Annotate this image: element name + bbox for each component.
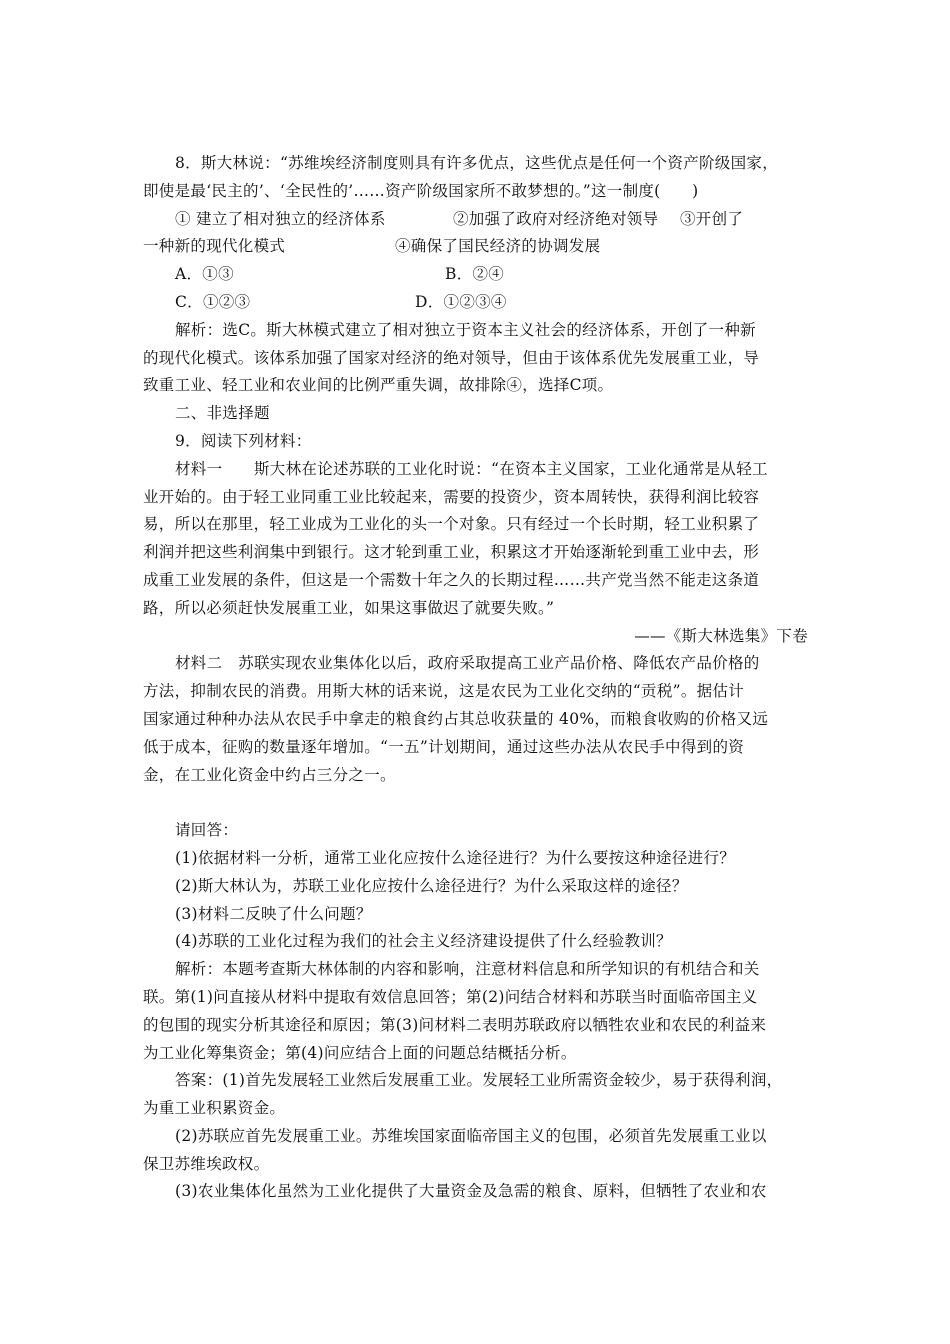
- q9-answer-3-line-1: (3)农业集体化虽然为工业化提供了大量资金及急需的粮食、原料，但牺牲了农业和农: [175, 1182, 767, 1201]
- blank-line: [143, 789, 808, 817]
- document-body: [143, 150, 808, 1206]
- q8-options-row-1: [143, 206, 808, 234]
- q8-choice-c: C．①②③: [175, 292, 251, 311]
- q8-stem-line-1: 8．斯大林说：“苏维埃经济制度则具有许多优点，这些优点是任何一个资产阶级国家，: [175, 154, 778, 172]
- material-1-line-4: 利润并把这些利润集中到银行。这才轮到重工业，积累这才开始逐渐轮到重工业中去，形: [143, 543, 760, 562]
- q9-subquestion-4: (4)苏联的工业化过程为我们的社会主义经济建设提供了什么经验教训？: [175, 932, 672, 951]
- material-2-line-4: 低于成本，征购的数量逐年增加。“一五”计划期间，通过这些办法从农民手中得到的资: [143, 737, 745, 756]
- q8-options-row-2: [143, 233, 808, 261]
- q8-analysis-line-3: 致重工业、轻工业和农业间的比例严重失调，故排除④，选择C项。: [143, 376, 614, 395]
- material-1-line-5: 成重工业发展的条件，但这是一个需数十年之久的长期过程……共产党当然不能走这条道: [143, 570, 760, 589]
- q9-subquestion-3: (3)材料二反映了什么问题？: [175, 904, 372, 923]
- material-2-line-5: 金，在工业化资金中约占三分之一。: [143, 765, 396, 784]
- material-1-source: ——《斯大林选集》下卷: [634, 626, 808, 645]
- q9-intro: 9．阅读下列材料：: [175, 431, 312, 450]
- q8-choice-b: B．②④: [445, 265, 505, 284]
- material-1-line-1: 材料一 斯大林在论述苏联的工业化时说：“在资本主义国家，工业化通常是从轻工: [175, 459, 768, 478]
- q9-answer-2-line-1: (2)苏联应首先发展重工业。苏维埃国家面临帝国主义的包围，必须首先发展重工业以: [175, 1126, 767, 1145]
- q8-choices-row-1: [143, 261, 808, 289]
- q9-answer-2-line-2: 保卫苏维埃政权。: [143, 1154, 270, 1173]
- q8-choice-a: A．①③: [175, 265, 234, 284]
- q8-analysis-line-1: 解析：选C。斯大林模式建立了相对独立于资本主义社会的经济体系，开创了一种新: [175, 320, 756, 339]
- q8-option-3-end: 一种新的现代化模式: [143, 237, 286, 256]
- q9-answer-1-line-2: 为重工业积累资金。: [143, 1099, 286, 1118]
- q9-analysis-line-3: 的包围的现实分析其途径和原因；第(3)问材料二表明苏联政府以牺牲农业和农民的利益来: [143, 1015, 767, 1034]
- material-1-line-6: 路，所以必须赶快发展重工业，如果这事做迟了就要失败。”: [143, 598, 555, 617]
- q8-option-1: ① 建立了相对独立的经济体系: [175, 209, 386, 228]
- q8-stem-line-2: 即使是最‘民主的’、‘全民性的’……资产阶级国家所不敢梦想的。”这一制度( ): [143, 181, 699, 200]
- q8-option-4: ④确保了国民经济的协调发展: [395, 237, 601, 256]
- q9-subquestion-1: (1)依据材料一分析，通常工业化应按什么途径进行？为什么要按这种途径进行？: [175, 848, 736, 867]
- q9-analysis-line-2: 联。第(1)问直接从材料中提取有效信息回答；第(2)问结合材料和苏联当时面临帝国主义: [143, 987, 758, 1006]
- q9-subquestion-2: (2)斯大林认为，苏联工业化应按什么途径进行？为什么采取这样的途径？: [175, 876, 688, 895]
- q9-answer-1-line-1: 答案：(1)首先发展轻工业然后发展重工业。发展轻工业所需资金较少，易于获得利润，: [175, 1071, 783, 1090]
- q8-option-3-start: ③开创了: [680, 209, 744, 228]
- q8-choices-row-2: [143, 289, 808, 317]
- q9-analysis-line-4: 为工业化筹集资金；第(4)问应结合上面的问题总结概括分析。: [143, 1043, 577, 1062]
- material-1-line-3: 易，所以在那里，轻工业成为工业化的头一个对象。只有经过一个长时期，轻工业积累了: [143, 515, 760, 534]
- q8-choice-d: D．①②③④: [415, 292, 507, 311]
- q9-ask: 请回答：: [175, 821, 239, 840]
- material-2-line-2: 方法，抑制农民的消费。用斯大林的话来说，这是农民为工业化交纳的“贡税”。据估计: [143, 682, 745, 701]
- q8-option-2: ②加强了政府对经济绝对领导: [453, 209, 659, 228]
- material-2-line-1: 材料二 苏联实现农业集体化以后，政府采取提高工业产品价格、降低农产品价格的: [175, 654, 760, 673]
- material-1-line-2: 业开始的。由于轻工业同重工业比较起来，需要的投资少，资本周转快，获得利润比较容: [143, 487, 760, 506]
- material-2-line-3: 国家通过种种办法从农民手中拿走的粮食约占其总收获量的 40%，而粮食收购的价格又远: [143, 709, 769, 728]
- q8-analysis-line-2: 的现代化模式。该体系加强了国家对经济的绝对领导，但由于该体系优先发展重工业，导: [143, 348, 760, 367]
- section-heading: 二、非选择题: [175, 404, 270, 423]
- q9-analysis-line-1: 解析：本题考查斯大林体制的内容和影响，注意材料信息和所学知识的有机结合和关: [175, 960, 760, 979]
